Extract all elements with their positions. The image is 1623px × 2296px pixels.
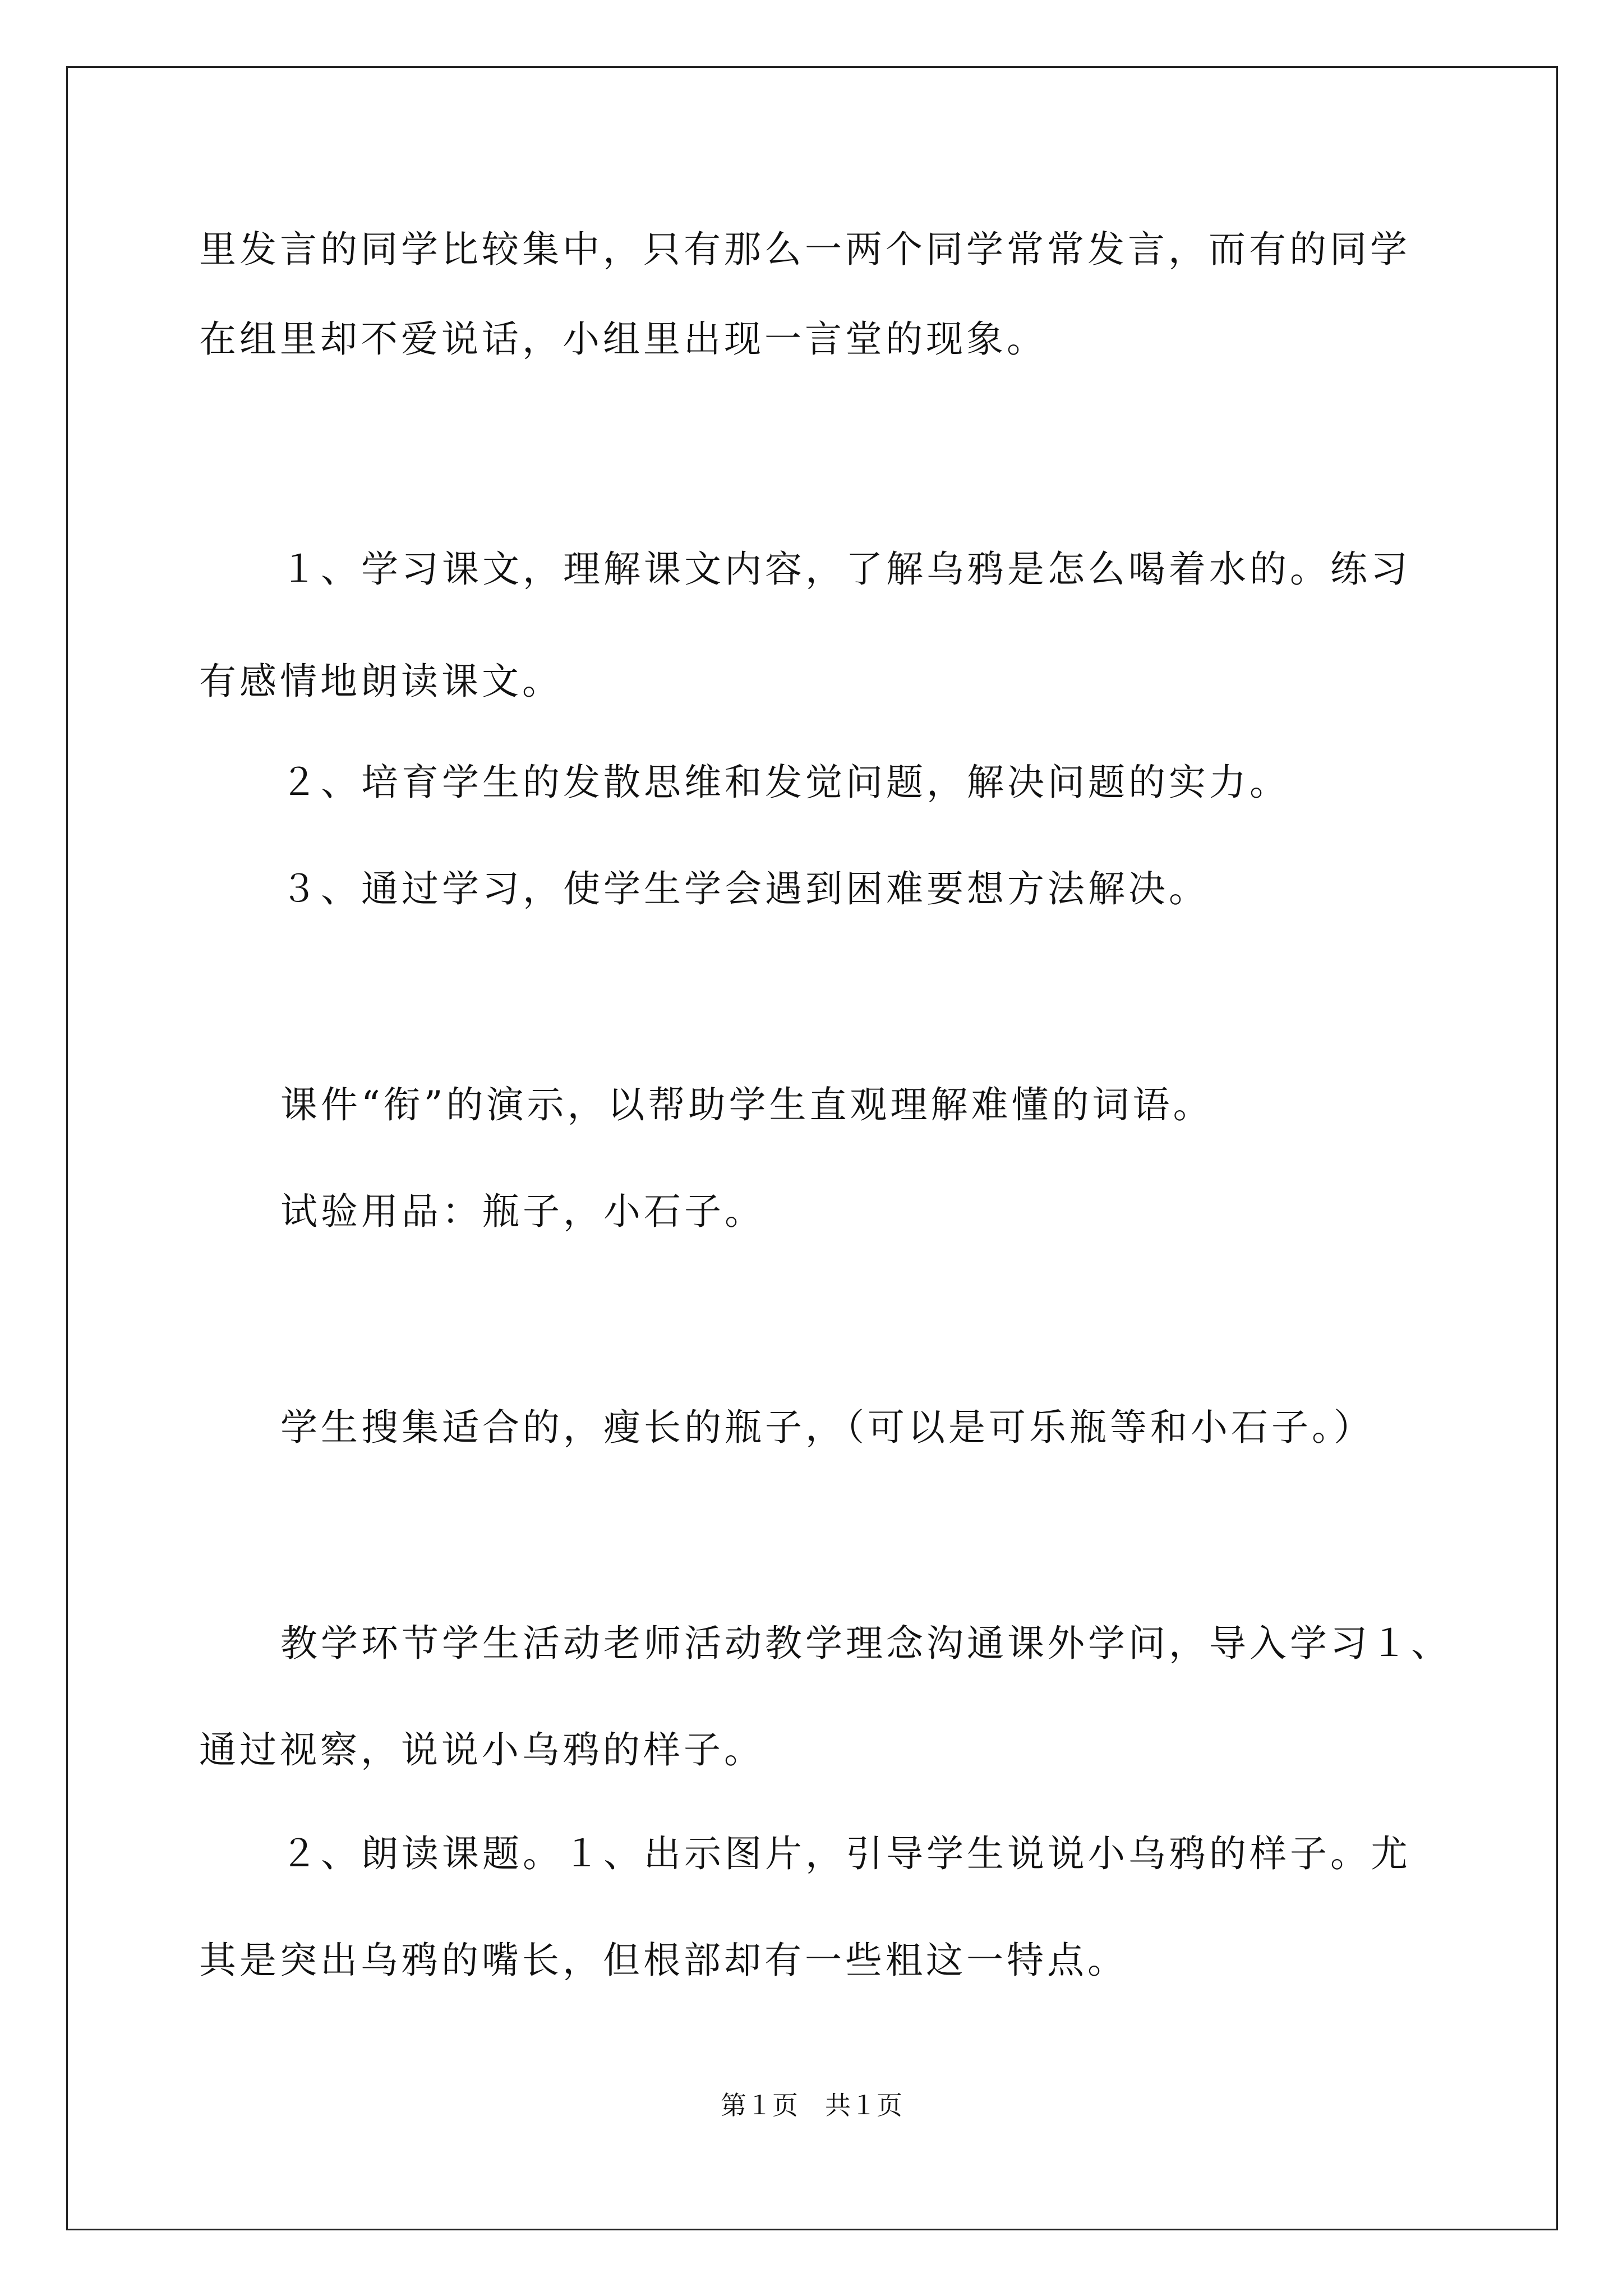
- paragraph-line: 课件“衔”的演示，以帮助学生直观理解难懂的词语。: [280, 1083, 1214, 1126]
- paragraph-line: 里发言的同学比较集中，只有那么一两个同学常常发言，而有的同学: [199, 228, 1410, 271]
- paragraph-line: ２、朗读课题。１、出示图片，引导学生说说小乌鸦的样子。尤: [280, 1832, 1411, 1875]
- paragraph-line: １、学习课文，理解课文内容，了解乌鸦是怎么喝着水的。练习: [280, 547, 1411, 591]
- paragraph-line: ２、培育学生的发散思维和发觉问题，解决问题的实力。: [280, 761, 1290, 804]
- paragraph-line: 在组里却不爱说话，小组里出现一言堂的现象。: [199, 318, 1047, 361]
- paragraph-line: 通过视察，说说小乌鸦的样子。: [199, 1728, 764, 1772]
- page-footer: [0, 2090, 1623, 2121]
- page-total: 共１页: [825, 2090, 902, 2120]
- page-number: 第１页: [721, 2090, 798, 2120]
- paragraph-line: 有感情地朗读课文。: [199, 660, 562, 703]
- paragraph-line: 教学环节学生活动老师活动教学理念沟通课外学问，导入学习１、: [280, 1622, 1451, 1665]
- paragraph-line: 学生搜集适合的，瘦长的瓶子，（可以是可乐瓶等和小石子。）: [280, 1406, 1374, 1449]
- paragraph-line: 试验用品：瓶子，小石子。: [280, 1190, 765, 1233]
- paragraph-line: 其是突出乌鸦的嘴长，但根部却有一些粗这一特点。: [199, 1939, 1128, 1982]
- paragraph-line: ３、通过学习，使学生学会遇到困难要想方法解决。: [280, 867, 1209, 910]
- page-border: [66, 66, 1558, 2230]
